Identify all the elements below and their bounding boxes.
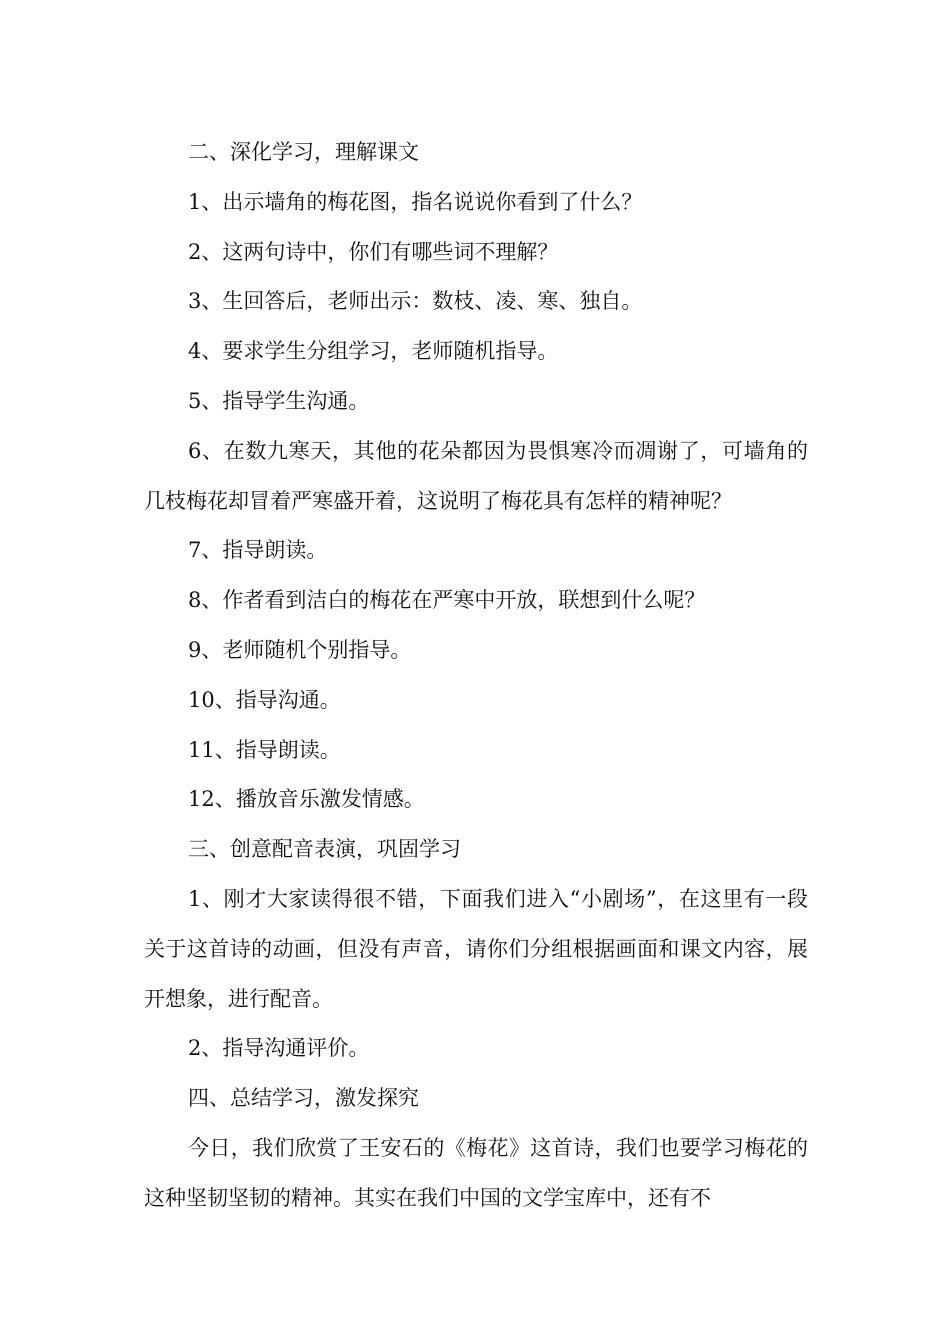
section-heading: 三、创意配音表演，巩固学习 [188, 837, 461, 862]
list-item: 1、刚才大家读得很不错，下面我们进入“小剧场”，在这里有一段关于这首诗的动画，但没有声音，请你们分组根据画面和课文内容，展开想象，进行配音。 [144, 886, 808, 1011]
list-item: 7、指导朗读。 [188, 538, 328, 563]
list-item: 9、老师随机个别指导。 [188, 637, 412, 662]
list-item: 12、播放音乐激发情感。 [188, 787, 425, 812]
list-item: 2、这两句诗中，你们有哪些词不理解？ [188, 239, 559, 264]
list-item: 6、在数九寒天，其他的花朵都因为畏惧寒冷而凋谢了，可墙角的几枝梅花却冒着严寒盛开着，这说明了梅花具有怎样的精神呢？ [144, 438, 808, 513]
list-item: 1、出示墙角的梅花图，指名说说你看到了什么？ [188, 189, 643, 214]
document-body [144, 128, 808, 1224]
body-paragraph: 今日，我们欣赏了王安石的《梅花》这首诗，我们也要学习梅花的这种坚韧坚韧的精神。其实在我们中国的文学宝库中，还有不 [144, 1135, 808, 1210]
section-heading: 四、总结学习，激发探究 [188, 1086, 419, 1111]
list-item: 4、要求学生分组学习，老师随机指导。 [188, 339, 559, 364]
section-heading: 二、深化学习，理解课文 [188, 140, 419, 164]
list-item: 2、指导沟通评价。 [188, 1036, 370, 1061]
list-item: 8、作者看到洁白的梅花在严寒中开放，联想到什么呢？ [188, 588, 706, 613]
list-item: 10、指导沟通。 [188, 687, 341, 712]
list-item: 11、指导朗读。 [188, 737, 341, 762]
list-item: 5、指导学生沟通。 [188, 388, 370, 413]
list-item: 3、生回答后，老师出示：数枝、凌、寒、独自。 [188, 289, 643, 314]
